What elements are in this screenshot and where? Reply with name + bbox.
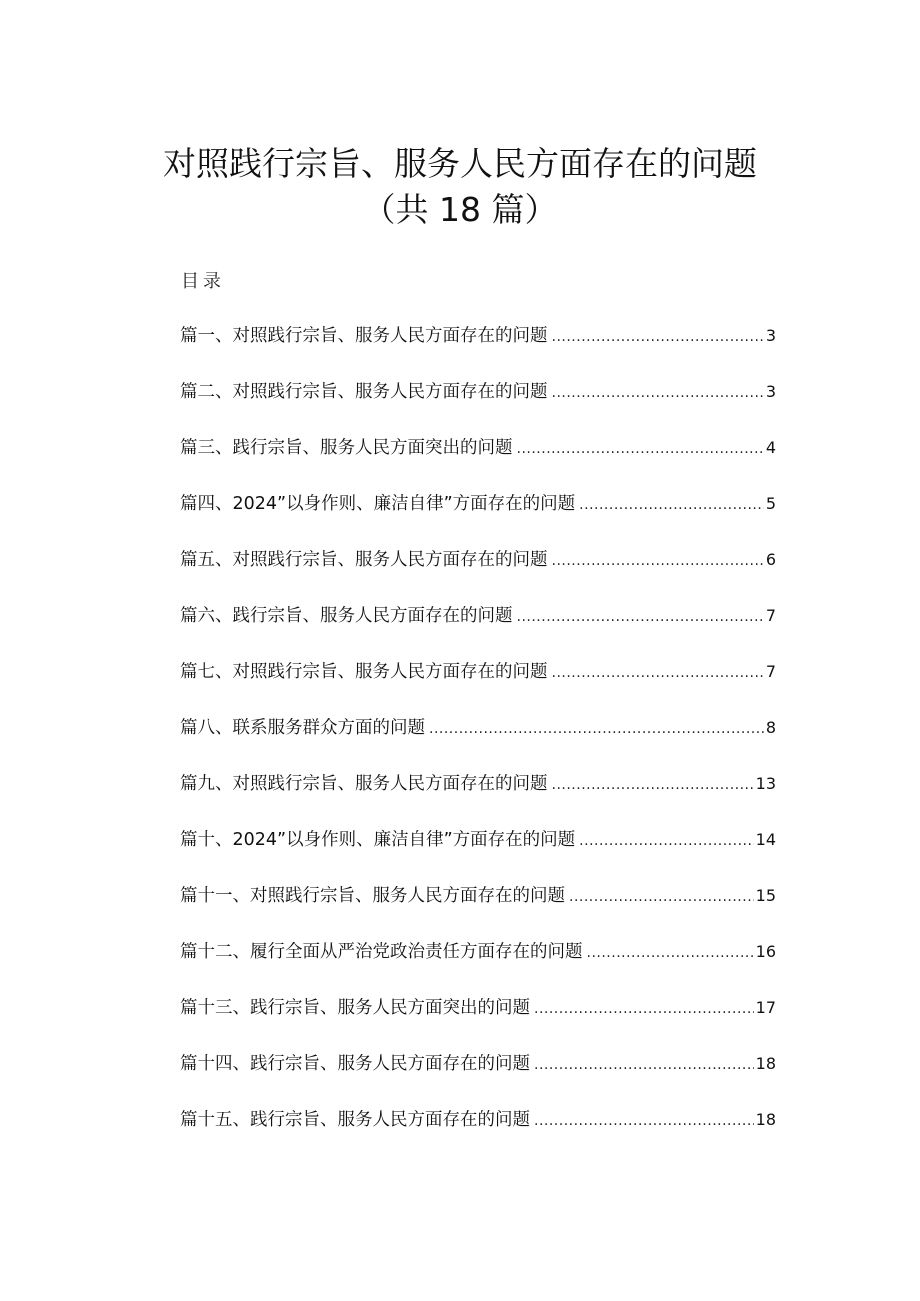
toc-entry-label[interactable]: 篇十一、对照践行宗旨、服务人民方面存在的问题 [180, 886, 565, 906]
toc-dot-leader [534, 995, 754, 1023]
toc-heading: 目录 [181, 271, 225, 292]
toc-dot-leader [579, 827, 753, 855]
document-subtitle: （共 18 篇） [362, 190, 558, 229]
toc-dot-leader [534, 1107, 754, 1135]
toc-entry-page-number[interactable]: 16 [755, 942, 776, 961]
toc-entry[interactable] [180, 770, 776, 826]
toc-entry[interactable] [180, 994, 776, 1050]
toc-dot-leader [552, 323, 764, 351]
toc-entry-page-number[interactable]: 7 [765, 662, 776, 681]
toc-entry-page-number[interactable]: 4 [765, 438, 776, 457]
toc-entry-label[interactable]: 篇九、对照践行宗旨、服务人民方面存在的问题 [180, 774, 548, 794]
toc-dot-leader [552, 771, 754, 799]
toc-entry-page-number[interactable]: 3 [765, 326, 776, 345]
toc-entry[interactable] [180, 322, 776, 378]
toc-dot-leader [517, 435, 764, 463]
toc-dot-leader [429, 715, 764, 743]
toc-entry-label[interactable]: 篇一、对照践行宗旨、服务人民方面存在的问题 [180, 326, 548, 346]
toc-dot-leader [569, 883, 754, 911]
toc-entry-page-number[interactable]: 8 [765, 718, 776, 737]
toc-entry-page-number[interactable]: 14 [755, 830, 776, 849]
toc-dot-leader [517, 603, 764, 631]
toc-entry[interactable] [180, 490, 776, 546]
toc-entry-page-number[interactable]: 13 [755, 774, 776, 793]
toc-entry-label[interactable]: 篇十四、践行宗旨、服务人民方面存在的问题 [180, 1054, 530, 1074]
toc-entry[interactable] [180, 882, 776, 938]
toc-dot-leader [534, 1051, 754, 1079]
toc-entry[interactable] [180, 602, 776, 658]
toc-entry-page-number[interactable]: 18 [755, 1110, 776, 1129]
toc-entry[interactable] [180, 434, 776, 490]
toc-entry[interactable] [180, 546, 776, 602]
toc-entry-page-number[interactable]: 6 [765, 550, 776, 569]
document-title: 对照践行宗旨、服务人民方面存在的问题 [163, 144, 757, 183]
toc-entry[interactable] [180, 378, 776, 434]
toc-dot-leader [587, 939, 754, 967]
toc-dot-leader [552, 659, 764, 687]
toc-dot-leader [552, 379, 764, 407]
toc-entry-label[interactable]: 篇十五、践行宗旨、服务人民方面存在的问题 [180, 1110, 530, 1130]
toc-entry[interactable] [180, 714, 776, 770]
toc-entry[interactable] [180, 938, 776, 994]
toc-entry-page-number[interactable]: 5 [765, 494, 776, 513]
toc-entry-page-number[interactable]: 15 [755, 886, 776, 905]
toc-entry-page-number[interactable]: 7 [765, 606, 776, 625]
toc-entry-label[interactable]: 篇四、2024”以身作则、廉洁自律”方面存在的问题 [180, 494, 576, 514]
toc-entry[interactable] [180, 1050, 776, 1106]
toc-entry-label[interactable]: 篇七、对照践行宗旨、服务人民方面存在的问题 [180, 662, 548, 682]
table-of-contents [180, 322, 776, 1162]
toc-entry[interactable] [180, 1106, 776, 1162]
toc-entry[interactable] [180, 826, 776, 882]
toc-dot-leader [579, 491, 764, 519]
toc-entry-label[interactable]: 篇三、践行宗旨、服务人民方面突出的问题 [180, 438, 513, 458]
toc-entry-label[interactable]: 篇十三、践行宗旨、服务人民方面突出的问题 [180, 998, 530, 1018]
toc-entry-label[interactable]: 篇二、对照践行宗旨、服务人民方面存在的问题 [180, 382, 548, 402]
toc-entry-label[interactable]: 篇八、联系服务群众方面的问题 [180, 718, 425, 738]
toc-entry-label[interactable]: 篇五、对照践行宗旨、服务人民方面存在的问题 [180, 550, 548, 570]
toc-entry-label[interactable]: 篇十二、履行全面从严治党政治责任方面存在的问题 [180, 942, 583, 962]
toc-entry-page-number[interactable]: 18 [755, 1054, 776, 1073]
toc-dot-leader [552, 547, 764, 575]
toc-entry-page-number[interactable]: 17 [755, 998, 776, 1017]
toc-entry-label[interactable]: 篇六、践行宗旨、服务人民方面存在的问题 [180, 606, 513, 626]
toc-entry[interactable] [180, 658, 776, 714]
toc-entry-label[interactable]: 篇十、2024”以身作则、廉洁自律”方面存在的问题 [180, 830, 576, 850]
toc-entry-page-number[interactable]: 3 [765, 382, 776, 401]
